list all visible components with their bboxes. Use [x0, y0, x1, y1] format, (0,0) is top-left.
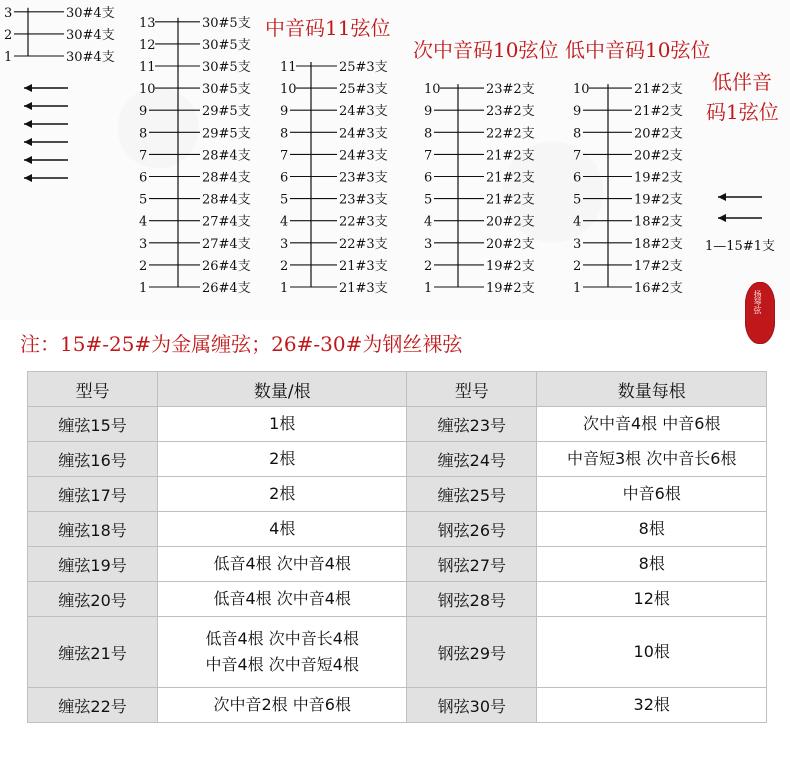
string-label: 22#3支	[339, 236, 388, 252]
position-number: 5	[424, 192, 433, 208]
table-body	[28, 407, 767, 723]
model-cell: 缠弦20号	[28, 582, 158, 617]
position-number: 7	[139, 148, 148, 164]
string-label: 23#2支	[486, 82, 535, 98]
position-number: 2	[424, 258, 433, 274]
string-label: 23#3支	[339, 192, 388, 208]
position-number: 7	[280, 148, 289, 164]
string-label: 26#4支	[202, 258, 251, 274]
quantity-line: 1根	[269, 414, 296, 433]
position-number: 11	[280, 60, 297, 75]
seal-text: 扬琴弦	[753, 290, 762, 314]
arrow-head-icon	[24, 84, 32, 92]
header-model-1: 型号	[28, 372, 158, 407]
quantity-cell	[537, 407, 767, 442]
position-number: 10	[573, 82, 590, 98]
string-label: 28#4支	[202, 170, 251, 186]
string-label: 30#5支	[202, 37, 251, 53]
header-qty-2: 数量每根	[537, 372, 767, 407]
string-label: 30#5支	[202, 60, 251, 75]
quantity-line: 2根	[269, 449, 296, 468]
string-label: 18#2支	[634, 236, 683, 252]
position-number: 9	[139, 104, 148, 120]
model-cell: 缠弦15号	[28, 407, 158, 442]
quantity-line: 中音4根 次中音短4根	[205, 655, 359, 674]
position-number: 4	[280, 214, 289, 230]
string-label: 21#3支	[339, 281, 388, 296]
quantity-line: 次中音2根 中音6根	[213, 695, 351, 714]
table-row	[28, 547, 767, 582]
model-cell: 缠弦22号	[28, 688, 158, 723]
model-cell: 缠弦24号	[407, 442, 537, 477]
position-number: 5	[280, 192, 289, 208]
position-number: 8	[139, 126, 148, 142]
string-label: 30#5支	[202, 82, 251, 98]
model-cell: 缠弦16号	[28, 442, 158, 477]
string-label: 30#4支	[66, 5, 115, 21]
quantity-cell	[537, 547, 767, 582]
position-number: 7	[424, 148, 433, 164]
model-cell: 缠弦23号	[407, 407, 537, 442]
position-number: 8	[424, 126, 433, 142]
string-label: 22#3支	[339, 214, 388, 230]
arrow-head-icon	[24, 120, 32, 128]
position-number: 10	[424, 82, 441, 98]
table-row	[28, 582, 767, 617]
quantity-cell	[537, 582, 767, 617]
model-cell: 钢弦26号	[407, 512, 537, 547]
quantity-cell	[537, 512, 767, 547]
quantity-line: 低音4根 次中音4根	[213, 589, 351, 608]
title-zhong: 中音码11弦位	[265, 16, 391, 40]
position-number: 6	[573, 170, 582, 186]
string-label: 25#3支	[339, 60, 388, 75]
position-number: 7	[573, 148, 582, 164]
string-label: 27#4支	[202, 214, 251, 230]
string-label: 19#2支	[486, 281, 535, 296]
header-model-2: 型号	[407, 372, 537, 407]
position-number: 11	[139, 60, 156, 75]
string-label: 26#4支	[202, 281, 251, 296]
dibanyin-label: 1—15#1支	[705, 239, 775, 254]
string-label: 24#3支	[339, 104, 388, 120]
model-cell: 缠弦25号	[407, 477, 537, 512]
quantity-cell	[537, 688, 767, 723]
arrow-head-icon	[24, 156, 32, 164]
string-spec-table	[27, 371, 767, 723]
string-label: 19#2支	[486, 258, 535, 274]
position-number: 13	[139, 15, 156, 31]
quantity-cell	[158, 477, 407, 512]
quantity-line: 8根	[638, 519, 665, 538]
note-text: 注：15#-25#为金属缠弦；26#-30#为钢丝裸弦	[20, 332, 463, 356]
string-label: 21#2支	[634, 82, 683, 98]
string-label: 19#2支	[634, 192, 683, 208]
string-label: 25#3支	[339, 82, 388, 98]
quantity-cell	[158, 582, 407, 617]
position-number: 3	[4, 5, 13, 21]
title-dibanyin-2: 码1弦位	[706, 100, 779, 124]
string-label: 21#3支	[339, 258, 388, 274]
quantity-line: 32根	[633, 695, 670, 714]
quantity-line: 低音4根 次中音4根	[213, 554, 351, 573]
string-label: 20#2支	[486, 214, 535, 230]
quantity-line: 低音4根 次中音长4根	[205, 629, 359, 648]
model-cell: 钢弦30号	[407, 688, 537, 723]
table-row	[28, 442, 767, 477]
position-number: 12	[139, 37, 156, 53]
quantity-cell	[158, 442, 407, 477]
quantity-cell	[158, 688, 407, 723]
string-label: 29#5支	[202, 104, 251, 120]
string-label: 18#2支	[634, 214, 683, 230]
table-row	[28, 688, 767, 723]
title-dizhong: 低中音码10弦位	[565, 38, 711, 62]
arrow-head-icon	[718, 193, 726, 201]
quantity-cell	[537, 617, 767, 688]
quantity-cell	[158, 547, 407, 582]
position-number: 4	[424, 214, 433, 230]
position-number: 4	[139, 214, 148, 230]
table-header-row	[28, 372, 767, 407]
position-number: 1	[4, 50, 13, 65]
position-number: 1	[139, 281, 148, 296]
position-number: 1	[573, 281, 582, 296]
string-label: 23#3支	[339, 170, 388, 186]
quantity-cell	[158, 407, 407, 442]
position-number: 9	[424, 104, 433, 120]
model-cell: 钢弦28号	[407, 582, 537, 617]
title-dibanyin-1: 低伴音	[712, 70, 772, 94]
table-row	[28, 512, 767, 547]
model-cell: 钢弦29号	[407, 617, 537, 688]
position-number: 9	[573, 104, 582, 120]
position-number: 6	[280, 170, 289, 186]
quantity-line: 次中音4根 中音6根	[583, 414, 721, 433]
string-label: 16#2支	[634, 281, 683, 296]
quantity-cell	[158, 512, 407, 547]
string-label: 22#2支	[486, 126, 535, 142]
string-label: 21#2支	[486, 192, 535, 208]
string-label: 24#3支	[339, 148, 388, 164]
quantity-line: 中音短3根 次中音长6根	[567, 449, 737, 468]
position-number: 2	[573, 258, 582, 274]
string-label: 21#2支	[486, 148, 535, 164]
string-label: 20#2支	[486, 236, 535, 252]
table-row	[28, 617, 767, 688]
position-number: 5	[139, 192, 148, 208]
quantity-cell	[537, 477, 767, 512]
position-number: 6	[424, 170, 433, 186]
string-label: 20#2支	[634, 148, 683, 164]
string-label: 28#4支	[202, 148, 251, 164]
arrow-head-icon	[718, 214, 726, 222]
string-label: 28#4支	[202, 192, 251, 208]
string-label: 21#2支	[634, 104, 683, 120]
seal-stamp	[745, 282, 775, 344]
position-number: 5	[573, 192, 582, 208]
quantity-line: 4根	[269, 519, 296, 538]
position-number: 4	[573, 214, 582, 230]
position-number: 9	[280, 104, 289, 120]
position-number: 8	[280, 126, 289, 142]
position-number: 2	[4, 27, 13, 43]
arrow-head-icon	[24, 102, 32, 110]
model-cell: 钢弦27号	[407, 547, 537, 582]
string-label: 23#2支	[486, 104, 535, 120]
table-row	[28, 477, 767, 512]
position-number: 6	[139, 170, 148, 186]
position-number: 3	[573, 236, 582, 252]
quantity-line: 10根	[633, 642, 670, 661]
string-label: 30#5支	[202, 15, 251, 31]
string-label: 17#2支	[634, 258, 683, 274]
title-cizhong: 次中音码10弦位	[413, 38, 559, 62]
quantity-cell	[158, 617, 407, 688]
string-label: 27#4支	[202, 236, 251, 252]
position-number: 8	[573, 126, 582, 142]
quantity-line: 2根	[269, 484, 296, 503]
table-row	[28, 407, 767, 442]
quantity-line: 中音6根	[622, 484, 681, 503]
position-number: 1	[280, 281, 289, 296]
model-cell: 缠弦17号	[28, 477, 158, 512]
quantity-line: 12根	[633, 589, 670, 608]
string-label: 19#2支	[634, 170, 683, 186]
model-cell: 缠弦18号	[28, 512, 158, 547]
string-label: 30#4支	[66, 27, 115, 43]
string-label: 21#2支	[486, 170, 535, 186]
quantity-cell	[537, 442, 767, 477]
position-number: 2	[139, 258, 148, 274]
string-label: 29#5支	[202, 126, 251, 142]
header-qty-1: 数量/根	[158, 372, 407, 407]
position-number: 3	[139, 236, 148, 252]
model-cell: 缠弦21号	[28, 617, 158, 688]
position-number: 10	[280, 82, 297, 98]
model-cell: 缠弦19号	[28, 547, 158, 582]
position-number: 10	[139, 82, 156, 98]
quantity-line: 8根	[638, 554, 665, 573]
arrow-head-icon	[24, 138, 32, 146]
position-number: 1	[424, 281, 433, 296]
position-number: 3	[280, 236, 289, 252]
position-number: 2	[280, 258, 289, 274]
string-label: 30#4支	[66, 50, 115, 65]
position-number: 3	[424, 236, 433, 252]
string-label: 20#2支	[634, 126, 683, 142]
string-label: 24#3支	[339, 126, 388, 142]
arrow-head-icon	[24, 174, 32, 182]
